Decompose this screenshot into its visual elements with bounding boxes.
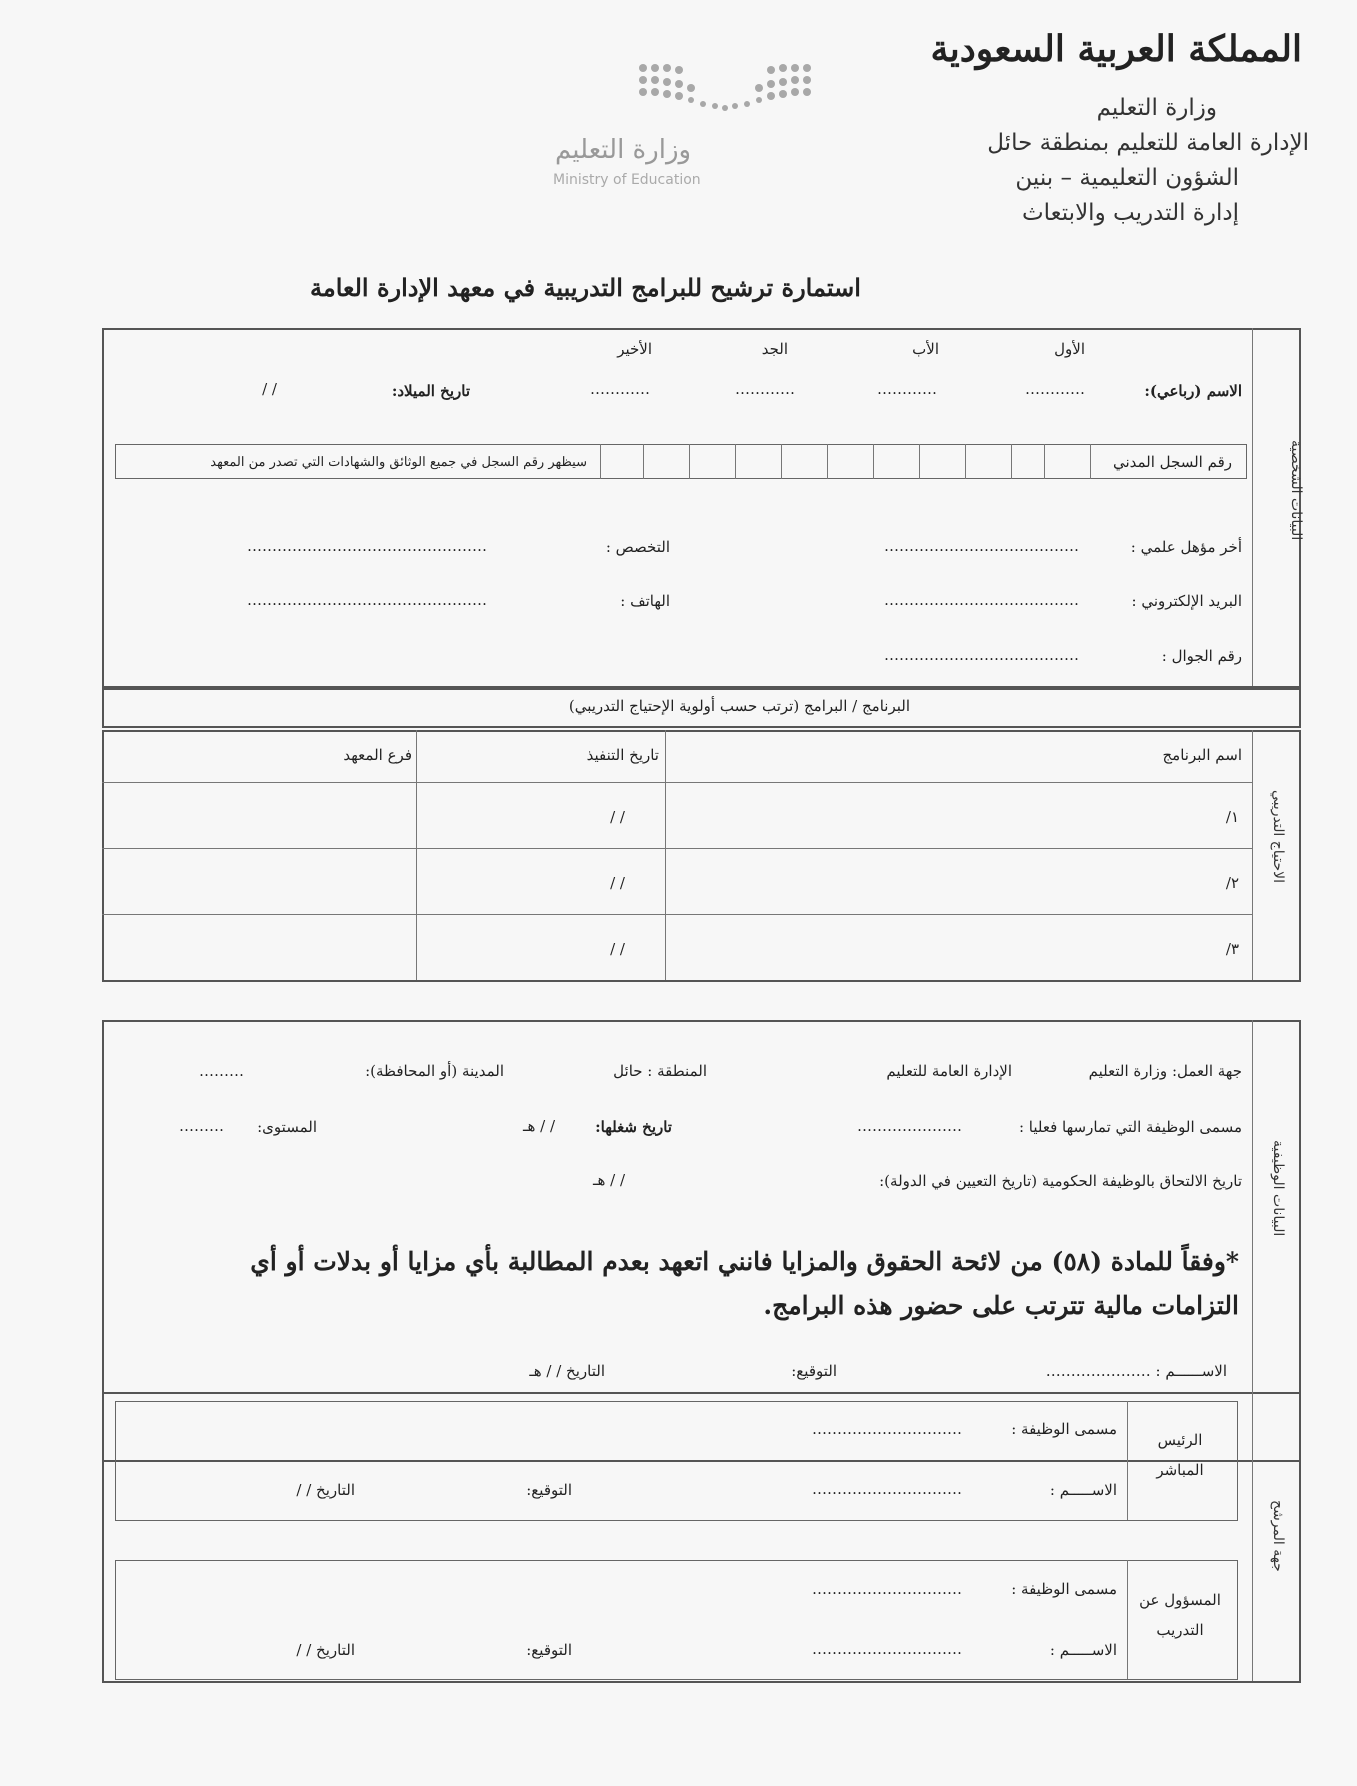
supervisor-job-field[interactable]: …………………………	[812, 1420, 962, 1438]
name-first-field[interactable]: …………	[1025, 380, 1085, 398]
supervisor-sign[interactable]: التوقيع:	[526, 1481, 572, 1499]
supervisor-role: الرئيس المباشر	[1156, 1431, 1204, 1479]
work-admin: الإدارة العامة للتعليم	[886, 1062, 1012, 1080]
training-officer-job-field[interactable]: …………………………	[812, 1580, 962, 1598]
dob-field[interactable]: / /	[262, 380, 277, 398]
kingdom-title: المملكة العربية السعودية	[930, 28, 1302, 70]
name-grand-label: الجد	[761, 340, 788, 358]
personal-section	[102, 328, 1301, 690]
training-officer-sign[interactable]: التوقيع:	[526, 1641, 572, 1659]
programs-heading: البرنامج / البرامج (ترتب حسب أولوية الإحتياج التدريبي)	[568, 697, 910, 715]
specialization-field[interactable]: …………………………………………	[247, 537, 487, 555]
name-grand-field[interactable]: …………	[735, 380, 795, 398]
qualification-label: أخر مؤهل علمي :	[1130, 538, 1242, 556]
sig-date[interactable]: التاريخ / / هـ	[529, 1362, 605, 1380]
program-row-3-date[interactable]: / /	[610, 940, 625, 958]
training-officer-block	[115, 1560, 1238, 1680]
training-officer-job-label: مسمى الوظيفة :	[1011, 1580, 1117, 1598]
mobile-label: رقم الجوال :	[1161, 647, 1242, 665]
logo-dots-icon	[635, 60, 815, 120]
educational-affairs: الشؤون التعليمية – بنين	[1015, 165, 1239, 191]
name-first-label: الأول	[1054, 340, 1085, 358]
email-field[interactable]: …………………………………	[884, 591, 1079, 609]
program-row-1-num: ١/	[1225, 808, 1239, 826]
join-date-label: تاريخ الالتحاق بالوظيفة الحكومية (تاريخ التعيين في الدولة):	[879, 1172, 1242, 1190]
col-exec-date: تاريخ التنفيذ	[586, 746, 659, 764]
sig-name[interactable]: الاســــــم : …………………	[1045, 1362, 1227, 1380]
training-officer-date[interactable]: التاريخ / /	[296, 1641, 355, 1659]
ministry-logo	[635, 60, 815, 120]
programs-side-label: الاحتياج التدريبي	[1270, 790, 1286, 884]
qualification-field[interactable]: …………………………………	[884, 537, 1079, 555]
name-last-label: الأخير	[617, 340, 652, 358]
name-last-field[interactable]: …………	[590, 380, 650, 398]
col-institute-branch: فرع المعهد	[343, 746, 412, 764]
program-row-2-num: ٢/	[1225, 874, 1239, 892]
job-title-label: مسمى الوظيفة التي تمارسها فعليا :	[1018, 1118, 1242, 1136]
logo-english: Ministry of Education	[553, 172, 701, 188]
name-label: الاسم (رباعي):	[1144, 382, 1242, 400]
training-dept: إدارة التدريب والابتعاث	[1021, 200, 1239, 226]
training-officer-name-label: الاســـــم :	[1049, 1641, 1117, 1659]
occupy-date-label: تاريخ شغلها:	[595, 1118, 672, 1136]
program-row-3-num: ٣/	[1225, 940, 1239, 958]
supervisor-date[interactable]: التاريخ / /	[296, 1481, 355, 1499]
work-entity: جهة العمل: وزارة التعليم	[1088, 1062, 1242, 1080]
work-region: المنطقة : حائل	[613, 1062, 707, 1080]
name-father-field[interactable]: …………	[877, 380, 937, 398]
personal-side-label: البيانات الشخصية	[1288, 440, 1304, 541]
email-label: البريد الإلكتروني :	[1131, 592, 1242, 610]
civil-record-label: رقم السجل المدني	[1112, 453, 1232, 471]
work-city-field[interactable]: ………	[199, 1062, 244, 1080]
name-father-label: الأب	[912, 340, 939, 358]
phone-field[interactable]: …………………………………………	[247, 591, 487, 609]
supervisor-name-field[interactable]: …………………………	[812, 1480, 962, 1498]
occupy-date-field[interactable]: / / هـ	[523, 1117, 555, 1135]
training-officer-name-field[interactable]: …………………………	[812, 1640, 962, 1658]
supervisor-job-label: مسمى الوظيفة :	[1011, 1420, 1117, 1438]
phone-label: الهاتف :	[620, 592, 670, 610]
col-program-name: اسم البرنامج	[1162, 746, 1242, 764]
program-row-1-date[interactable]: / /	[610, 808, 625, 826]
level-field[interactable]: ………	[179, 1117, 224, 1135]
form-title: استمارة ترشيح للبرامج التدريبية في معهد الإدارة العامة	[310, 273, 861, 302]
dob-label: تاريخ الميلاد:	[391, 382, 470, 400]
pledge-text: *وفقاً للمادة (٥٨) من لائحة الحقوق والمزايا فانني اتعهد بعدم المطالبة بأي مزايا أو بدلات أو أي التزامات مالية تترتب على حضور هذه البرامج.	[250, 1247, 1239, 1320]
supervisor-block	[115, 1401, 1238, 1521]
join-date-field[interactable]: / / هـ	[593, 1171, 625, 1189]
programs-table	[102, 730, 1301, 982]
supervisor-name-label: الاســـــم :	[1049, 1481, 1117, 1499]
logo-arabic: وزارة التعليم	[555, 135, 692, 165]
civil-record-note: سيظهر رقم السجل في جميع الوثائق والشهادات التي تصدر من المعهد	[210, 455, 587, 470]
mobile-field[interactable]: …………………………………	[884, 646, 1079, 664]
specialization-label: التخصص :	[605, 538, 670, 556]
ministry-name: وزارة التعليم	[1096, 95, 1217, 121]
nominator-side-label: جهة المرشح	[1270, 1500, 1286, 1572]
sig-sign[interactable]: التوقيع:	[791, 1362, 837, 1380]
job-title-field[interactable]: …………………	[857, 1117, 962, 1135]
general-admin: الإدارة العامة للتعليم بمنطقة حائل	[987, 130, 1309, 156]
program-row-2-date[interactable]: / /	[610, 874, 625, 892]
training-officer-role: المسؤول عن التدريب	[1139, 1591, 1221, 1639]
job-side-label: البيانات الوظيفية	[1270, 1140, 1286, 1237]
work-city-label: المدينة (أو المحافظة):	[365, 1062, 504, 1080]
level-label: المستوى:	[257, 1118, 317, 1136]
